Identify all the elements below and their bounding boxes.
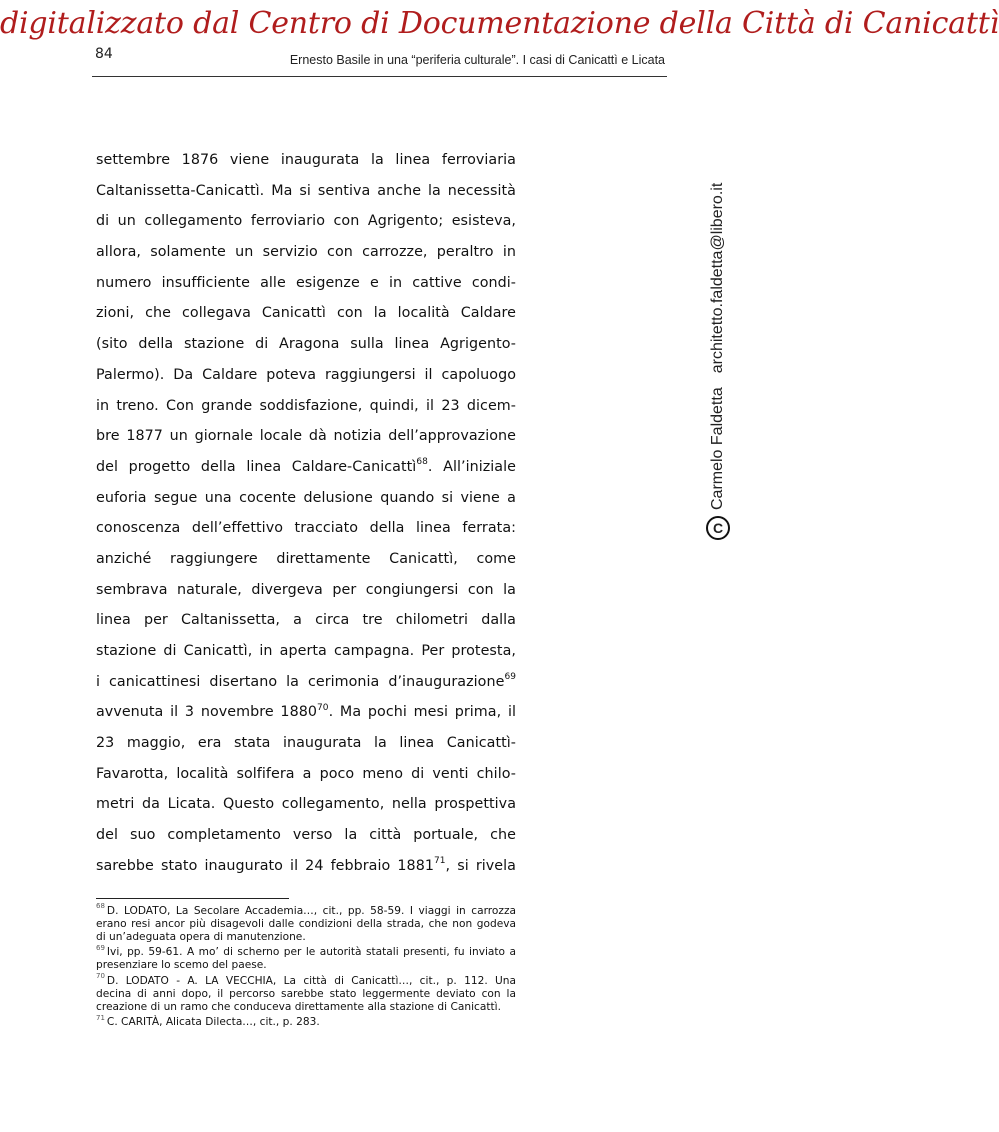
footnote-number: 70 <box>96 972 105 981</box>
body-line: in treno. Con grande soddisfazione, quindi, il 23 dicem- <box>96 397 516 414</box>
footnote: $^{70}$ D. LODATO - A. LA VECCHIA, La città di Canicattì…, cit., p. 112. Una decina di anni dopo, il percorso sarebbe stato leggermente deviato con la creazione di un ramo che conduceva direttamente alla stazione di Canicattì. <box>96 972 516 1013</box>
footnote: $^{69}$ Ivi, pp. 59-61. A mo’ di scherno per le autorità statali presenti, fu inviato a presenziare lo scemo del paese. <box>96 943 516 972</box>
body-line: numero insufficiente alle esigenze e in cattive condi- <box>96 274 516 291</box>
copyright-icon: C <box>706 516 730 540</box>
body-line: zioni, che collegava Canicattì con la località Caldare <box>96 305 516 322</box>
body-line: allora, solamente un servizio con carrozze, peraltro in <box>96 244 516 261</box>
body-line: conoscenza dell’effettivo tracciato della linea ferrata: <box>96 520 516 537</box>
body-line: linea per Caltanissetta, a circa tre chilometri dalla <box>96 612 516 629</box>
body-line: euforia segue una cocente delusione quando si viene a <box>96 489 516 506</box>
body-text <box>96 145 516 882</box>
body-line: di un collegamento ferroviario con Agrigento; esisteva, <box>96 213 516 230</box>
footnote-number: 71 <box>96 1013 105 1022</box>
body-line: metri da Licata. Questo collegamento, nella prospettiva <box>96 796 516 813</box>
author-email[interactable]: architetto.faldetta@libero.it <box>709 182 726 374</box>
running-title: Ernesto Basile in una “periferia culturale”. I casi di Canicattì e Licata <box>289 53 665 67</box>
footnote: $^{68}$ D. LODATO, La Secolare Accademia…, cit., pp. 58-59. I viaggi in carrozza erano resi ancor più disagevoli dalle condizioni della strada, che non godeva di un’adeguata opera di manutenzione. <box>96 902 516 943</box>
body-line: Palermo). Da Caldare poteva raggiungersi il capoluogo <box>96 366 516 383</box>
body-line: sarebbe stato inaugurato il 24 febbraio 1881$^{71}$, si rivela <box>96 856 516 874</box>
body-line: Caltanissetta-Canicattì. Ma si sentiva anche la necessità <box>96 182 516 199</box>
body-line: 23 maggio, era stata inaugurata la linea Canicattì- <box>96 735 516 752</box>
footnote: $^{71}$ C. CARITÀ, Alicata Dilecta…, cit., p. 283. <box>96 1013 320 1029</box>
body-line: bre 1877 un giornale locale dà notizia dell’approvazione <box>96 428 516 445</box>
footnote-ref[interactable]: 68 <box>416 457 428 468</box>
side-credit <box>700 160 736 540</box>
page-number: 84 <box>95 46 113 62</box>
footnote-separator <box>96 898 289 899</box>
body-line: avvenuta il 3 novembre 1880$^{70}$. Ma pochi mesi prima, il <box>96 702 516 721</box>
header-rule <box>92 76 667 77</box>
body-line: sembrava naturale, divergeva per congiungersi con la <box>96 581 516 598</box>
footnotes <box>96 902 516 1032</box>
body-line: Favarotta, località solfifera a poco meno di venti chilo- <box>96 765 516 782</box>
body-line: stazione di Canicattì, in aperta campagna. Per protesta, <box>96 643 516 659</box>
author-name: Carmelo Faldetta <box>709 387 726 510</box>
archive-watermark: digitalizzato dal Centro di Documentazione della Città di Canicattì <box>0 6 999 41</box>
body-line: (sito della stazione di Aragona sulla linea Agrigento- <box>96 336 516 353</box>
body-line: i canicattinesi disertano la cerimonia d’inaugurazione$^{69}$ <box>96 671 516 690</box>
footnote-number: 68 <box>96 902 105 911</box>
footnote-number: 69 <box>96 943 105 952</box>
body-line: del suo completamento verso la città portuale, che <box>96 827 516 844</box>
body-line: settembre 1876 viene inaugurata la linea ferroviaria <box>96 152 516 168</box>
footnote-ref[interactable]: 70 <box>317 702 329 713</box>
body-line: anziché raggiungere direttamente Canicattì, come <box>96 550 516 567</box>
body-line: del progetto della linea Caldare-Canicattì$^{68}$. All’iniziale <box>96 457 516 475</box>
footnote-ref[interactable]: 71 <box>433 856 446 867</box>
footnote-ref[interactable]: 69 <box>504 671 516 682</box>
